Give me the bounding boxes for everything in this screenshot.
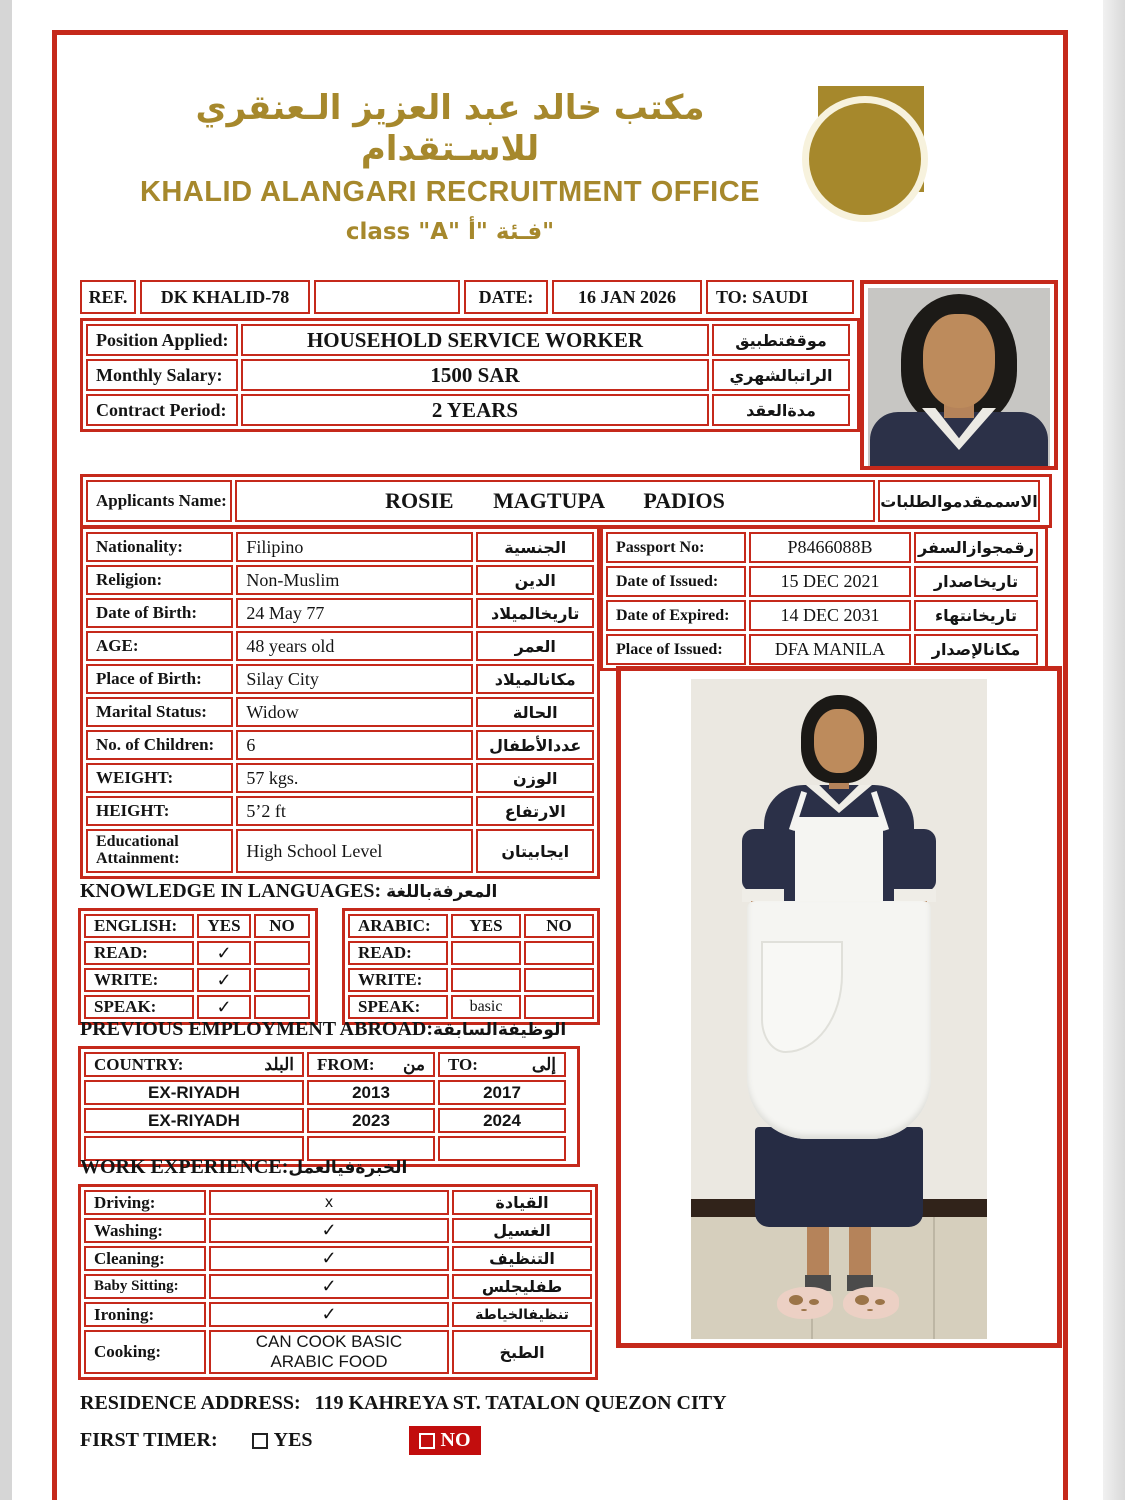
- washing-checkmark: ✓: [209, 1218, 449, 1243]
- residence-address-line: [80, 1392, 727, 1415]
- reference-row: [80, 280, 854, 314]
- table-row: [84, 1274, 592, 1299]
- weight-label: WEIGHT:: [86, 763, 233, 793]
- cooking-arabic: الطبخ: [452, 1330, 592, 1374]
- arabic-language-table: [342, 908, 600, 1025]
- marital-status-arabic: الحالة: [476, 697, 594, 727]
- table-row: [86, 598, 594, 628]
- height-arabic: الارتفاع: [476, 796, 594, 826]
- weight-arabic: الوزن: [476, 763, 594, 793]
- table-row: [86, 763, 594, 793]
- religion-label: Religion:: [86, 565, 233, 595]
- residence-address-value: 119 KAHREYA ST. TATALON QUEZON CITY: [314, 1392, 727, 1414]
- residence-address-label: RESIDENCE ADDRESS:: [80, 1392, 301, 1414]
- contract-period-label: Contract Period:: [86, 394, 238, 426]
- english-read-label: READ:: [84, 941, 194, 965]
- height-value: 5’2 ft: [236, 796, 473, 826]
- babysitting-checkmark: ✓: [209, 1274, 449, 1299]
- country-header-ar: البلد: [264, 1054, 294, 1074]
- table-row: [86, 796, 594, 826]
- religion-arabic: الدين: [476, 565, 594, 595]
- date-expired-arabic: تاريخانتهاء: [914, 600, 1038, 631]
- date-value: 16 JAN 2026: [552, 280, 702, 314]
- table-row: [84, 914, 312, 938]
- nationality-arabic: الجنسية: [476, 532, 594, 562]
- children-label: No. of Children:: [86, 730, 233, 760]
- employment-heading-en: PREVIOUS EMPLOYMENT ABROAD:: [80, 1018, 433, 1040]
- english-write-no: [254, 968, 310, 992]
- english-write-yes-checkmark: ✓: [197, 968, 251, 992]
- country-header-en: COUNTRY:: [94, 1054, 184, 1074]
- date-of-birth-value: 24 May 77: [236, 598, 473, 628]
- photo-floor: [691, 1217, 987, 1339]
- weight-value: 57 kgs.: [236, 763, 473, 793]
- english-language-table: [78, 908, 318, 1025]
- age-label: AGE:: [86, 631, 233, 661]
- from-header: [307, 1052, 435, 1077]
- employment-heading-ar: الوظيفةالسابقة: [433, 1020, 567, 1040]
- english-speak-yes-checkmark: ✓: [197, 995, 251, 1019]
- table-row: [84, 1108, 574, 1133]
- table-row: [86, 664, 594, 694]
- position-table: [80, 318, 860, 432]
- driving-label: Driving:: [84, 1190, 206, 1215]
- table-row: [606, 634, 1042, 665]
- table-row: [84, 1330, 592, 1374]
- cleaning-checkmark: ✓: [209, 1246, 449, 1271]
- nationality-label: Nationality:: [86, 532, 233, 562]
- table-row: [606, 532, 1042, 563]
- table-row: [606, 600, 1042, 631]
- place-issued-label: Place of Issued:: [606, 634, 746, 665]
- ref-blank-cell: [314, 280, 460, 314]
- table-row: [606, 566, 1042, 597]
- to-header-en: TO:: [448, 1054, 478, 1074]
- table-header-row: [84, 1052, 574, 1077]
- table-row: [86, 394, 854, 426]
- position-applied-arabic: موقفتطبيق: [712, 324, 850, 356]
- education-arabic: ايجابيتان: [476, 829, 594, 873]
- age-arabic: العمر: [476, 631, 594, 661]
- scan-edge-right: [1103, 0, 1125, 1500]
- applicant-name-row: [80, 474, 1052, 528]
- scan-edge-left: [0, 0, 12, 1500]
- table-row: [86, 631, 594, 661]
- education-label: Educational Attainment:: [86, 829, 233, 873]
- employment-to: [438, 1136, 566, 1161]
- table-row: [348, 995, 594, 1019]
- first-timer-label: FIRST TIMER:: [80, 1429, 218, 1451]
- contract-period-value: 2 YEARS: [241, 394, 709, 426]
- monthly-salary-arabic: الراتبالشهري: [712, 359, 850, 391]
- from-header-en: FROM:: [317, 1054, 375, 1074]
- office-name-english: KHALID ALANGARI RECRUITMENT OFFICE: [139, 175, 761, 208]
- cooking-label: Cooking:: [84, 1330, 206, 1374]
- table-row: [86, 829, 594, 873]
- person-clog-shoe: [843, 1287, 899, 1319]
- to-header: [438, 1052, 566, 1077]
- date-of-birth-arabic: تاريخالميلاد: [476, 598, 594, 628]
- applicant-headshot-photo: [860, 280, 1058, 470]
- employment-country: EX-RIYADH: [84, 1080, 304, 1105]
- employment-section-heading: [80, 1018, 566, 1041]
- place-issued-arabic: مكانالإصدار: [914, 634, 1038, 665]
- place-of-birth-label: Place of Birth:: [86, 664, 233, 694]
- arabic-write-yes: [451, 968, 521, 992]
- to-value: TO: SAUDI: [706, 280, 854, 314]
- english-read-no: [254, 941, 310, 965]
- date-expired-value: 14 DEC 2031: [749, 600, 911, 631]
- table-row: [84, 995, 312, 1019]
- babysitting-arabic: طفليجلس: [452, 1274, 592, 1299]
- passport-no-arabic: رقمجوازالسفر: [914, 532, 1038, 563]
- country-header: [84, 1052, 304, 1077]
- passport-details-table: [600, 526, 1048, 671]
- person-leg: [807, 1225, 829, 1281]
- table-row: [86, 697, 594, 727]
- english-write-label: WRITE:: [84, 968, 194, 992]
- education-value: High School Level: [236, 829, 473, 873]
- date-expired-label: Date of Expired:: [606, 600, 746, 631]
- ironing-checkmark: ✓: [209, 1302, 449, 1327]
- headshot-photo-image: [868, 288, 1050, 466]
- place-of-birth-value: Silay City: [236, 664, 473, 694]
- work-heading-ar: الخبرةفيالعمل: [288, 1158, 408, 1178]
- english-yes-header: YES: [197, 914, 251, 938]
- marital-status-value: Widow: [236, 697, 473, 727]
- cooking-value: CAN COOK BASIC ARABIC FOOD: [209, 1330, 449, 1374]
- arabic-speak-no: [524, 995, 594, 1019]
- arabic-write-no: [524, 968, 594, 992]
- employment-from: 2013: [307, 1080, 435, 1105]
- date-issued-label: Date of Issued:: [606, 566, 746, 597]
- english-read-yes-checkmark: ✓: [197, 941, 251, 965]
- marital-status-label: Marital Status:: [86, 697, 233, 727]
- letterhead: [110, 88, 790, 245]
- full-body-photo-image: [691, 679, 987, 1339]
- arabic-read-label: READ:: [348, 941, 448, 965]
- office-name-arabic: مكتب خالد عبد العزيز الـعنقري للاسـتقدام: [195, 88, 705, 169]
- first-timer-yes-label: YES: [273, 1429, 313, 1451]
- ref-label: REF.: [80, 280, 136, 314]
- applicant-full-body-photo: [616, 666, 1062, 1348]
- previous-employment-table: [78, 1046, 580, 1167]
- age-value: 48 years old: [236, 631, 473, 661]
- person-face: [814, 709, 864, 773]
- babysitting-label: Baby Sitting:: [84, 1274, 206, 1299]
- person-skirt: [755, 1127, 923, 1227]
- date-of-birth-label: Date of Birth:: [86, 598, 233, 628]
- table-row: [84, 1190, 592, 1215]
- employment-country: EX-RIYADH: [84, 1108, 304, 1133]
- checkbox-icon: [252, 1433, 268, 1449]
- to-header-ar: إلى: [531, 1054, 556, 1074]
- arabic-read-yes: [451, 941, 521, 965]
- languages-heading-en: KNOWLEDGE IN LANGUAGES:: [80, 880, 382, 902]
- place-of-birth-arabic: مكانالميلاد: [476, 664, 594, 694]
- english-speak-no: [254, 995, 310, 1019]
- applicant-name-value: ROSIE MAGTUPA PADIOS: [235, 480, 875, 522]
- table-row: [84, 1080, 574, 1105]
- applicant-name-label: Applicants Name:: [86, 480, 232, 522]
- english-speak-label: SPEAK:: [84, 995, 194, 1019]
- ref-value: DK KHALID-78: [140, 280, 310, 314]
- employment-from: 2023: [307, 1108, 435, 1133]
- driving-arabic: القيادة: [452, 1190, 592, 1215]
- table-row: [84, 941, 312, 965]
- personal-details-table: [80, 526, 600, 879]
- checkbox-icon: [419, 1433, 435, 1449]
- table-row: [84, 1302, 592, 1327]
- date-label: DATE:: [464, 280, 548, 314]
- work-experience-table: [78, 1184, 598, 1380]
- cleaning-arabic: التنظيف: [452, 1246, 592, 1271]
- languages-heading-ar: المعرفةباللغة: [386, 882, 498, 902]
- table-row: [348, 968, 594, 992]
- first-timer-yes-option: [252, 1429, 313, 1452]
- languages-section-heading: [80, 880, 497, 903]
- washing-label: Washing:: [84, 1218, 206, 1243]
- nationality-value: Filipino: [236, 532, 473, 562]
- date-issued-arabic: تاريخاصدار: [914, 566, 1038, 597]
- table-row: [84, 1246, 592, 1271]
- ironing-label: Ironing:: [84, 1302, 206, 1327]
- religion-value: Non-Muslim: [236, 565, 473, 595]
- employment-to: 2024: [438, 1108, 566, 1133]
- work-section-heading: [80, 1156, 407, 1179]
- english-label: ENGLISH:: [84, 914, 194, 938]
- english-no-header: NO: [254, 914, 310, 938]
- driving-value: x: [209, 1190, 449, 1215]
- contract-period-arabic: مدةالعقد: [712, 394, 850, 426]
- table-row: [86, 730, 594, 760]
- first-timer-no-option-selected: [409, 1426, 481, 1455]
- position-applied-label: Position Applied:: [86, 324, 238, 356]
- arabic-label: ARABIC:: [348, 914, 448, 938]
- table-row: [84, 968, 312, 992]
- from-header-ar: من: [402, 1054, 425, 1074]
- work-heading-en: WORK EXPERIENCE:: [80, 1156, 289, 1178]
- passport-no-label: Passport No:: [606, 532, 746, 563]
- ironing-arabic: تنظيفالخياطة: [452, 1302, 592, 1327]
- children-arabic: عددالأطفال: [476, 730, 594, 760]
- table-row: [86, 324, 854, 356]
- person-face: [923, 314, 995, 408]
- employment-to: 2017: [438, 1080, 566, 1105]
- table-row: [84, 1218, 592, 1243]
- table-row: [86, 480, 1046, 522]
- arabic-speak-label: SPEAK:: [348, 995, 448, 1019]
- table-row: [348, 941, 594, 965]
- monthly-salary-value: 1500 SAR: [241, 359, 709, 391]
- arabic-write-label: WRITE:: [348, 968, 448, 992]
- office-class-line: class "A" فـئة "أ": [345, 218, 555, 245]
- passport-no-value: P8466088B: [749, 532, 911, 563]
- applicant-name-arabic: الاسممقدموالطلبات: [878, 480, 1040, 522]
- first-timer-no-label: NO: [440, 1429, 471, 1451]
- arabic-speak-yes: basic: [451, 995, 521, 1019]
- gold-circle-logo-icon: [818, 86, 924, 192]
- arabic-yes-header: YES: [451, 914, 521, 938]
- washing-arabic: الغسيل: [452, 1218, 592, 1243]
- person-sleeve: [894, 829, 936, 891]
- person-leg: [849, 1225, 871, 1281]
- monthly-salary-label: Monthly Salary:: [86, 359, 238, 391]
- date-issued-value: 15 DEC 2021: [749, 566, 911, 597]
- logo-ring-icon: [802, 96, 928, 222]
- arabic-read-no: [524, 941, 594, 965]
- table-row: [86, 532, 594, 562]
- table-row: [86, 359, 854, 391]
- person-clog-shoe: [777, 1287, 833, 1319]
- cleaning-label: Cleaning:: [84, 1246, 206, 1271]
- place-issued-value: DFA MANILA: [749, 634, 911, 665]
- height-label: HEIGHT:: [86, 796, 233, 826]
- apron-bib: [795, 817, 883, 907]
- first-timer-line: [80, 1426, 481, 1455]
- table-row: [86, 565, 594, 595]
- arabic-no-header: NO: [524, 914, 594, 938]
- children-value: 6: [236, 730, 473, 760]
- table-row: [348, 914, 594, 938]
- person-sleeve: [742, 829, 784, 891]
- position-applied-value: HOUSEHOLD SERVICE WORKER: [241, 324, 709, 356]
